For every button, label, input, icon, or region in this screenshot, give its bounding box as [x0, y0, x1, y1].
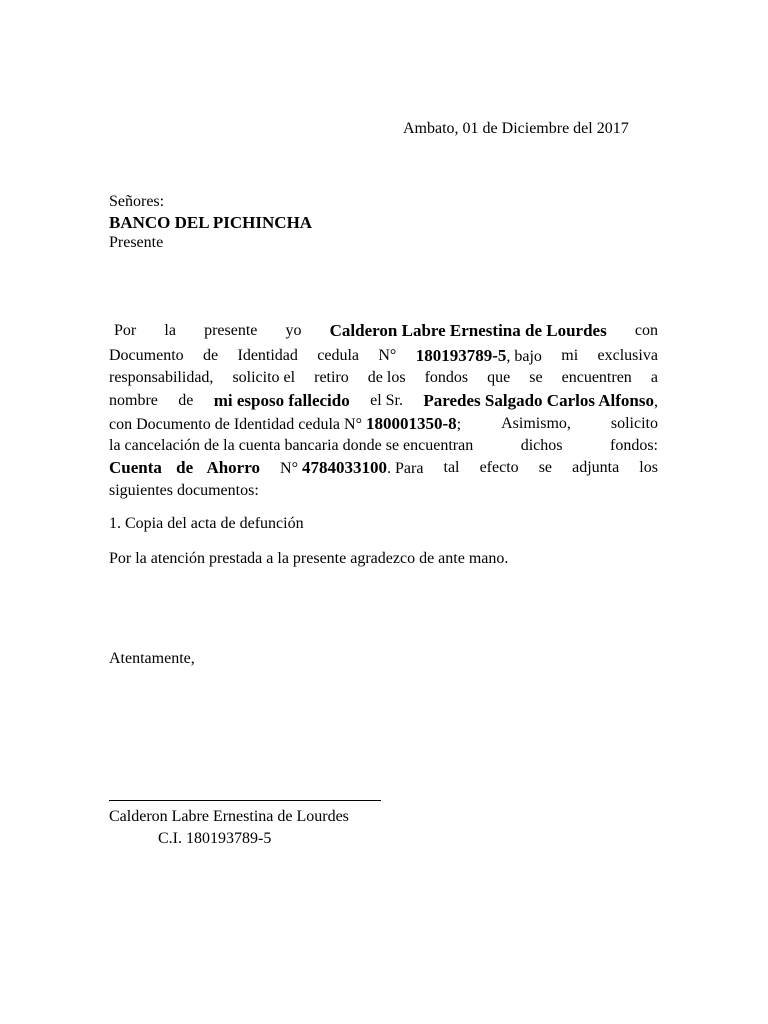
signature-line	[109, 800, 381, 801]
account-number: 4784033100	[302, 458, 387, 477]
body-line-8: siguientes documentos:	[109, 482, 259, 499]
relationship: mi esposo fallecido	[213, 391, 350, 410]
requester-id: 180193789-5	[415, 346, 507, 365]
letter-date: Ambato, 01 de Diciembre del 2017	[403, 120, 629, 137]
body-line-3: responsabilidad, solicito el retiro de los fondos que se encuentren a	[109, 369, 658, 386]
body-line-2: Documento de Identidad cedula N° 180193789-5, bajo mi exclusiva	[109, 346, 658, 365]
account-type: Cuenta de Ahorro	[109, 458, 260, 477]
requester-name: Calderon Labre Ernestina de Lourdes	[329, 321, 607, 340]
body-line-6: la cancelación de la cuenta bancaria donde se encuentran dichos fondos:	[109, 437, 658, 454]
body-line-1: Por la presente yo Calderon Labre Ernestina de Lourdes con	[114, 321, 658, 340]
body-line-5: con Documento de Identidad cedula N° 180001350-8; Asimismo, solicito	[109, 414, 658, 433]
signature-name: Calderon Labre Ernestina de Lourdes	[109, 808, 349, 825]
closing: Atentamente,	[109, 650, 195, 667]
deceased-id: 180001350-8	[365, 414, 457, 433]
body-line-4: nombre de mi esposo fallecido el Sr. Paredes Salgado Carlos Alfonso,	[109, 390, 658, 413]
deceased-name: Paredes Salgado Carlos Alfonso	[423, 391, 654, 410]
document-list-item: 1. Copia del acta de defunción	[109, 515, 304, 532]
presente-line: Presente	[109, 234, 164, 251]
body-line-7: Cuenta de Ahorro N° 4784033100. Para tal efecto se adjunta los	[109, 457, 658, 480]
bank-name: BANCO DEL PICHINCHA	[109, 213, 313, 232]
signature-id: C.I. 180193789-5	[158, 830, 272, 847]
salutation: Señores:	[109, 193, 165, 210]
thanks-line: Por la atención prestada a la presente agradezco de ante mano.	[109, 550, 509, 567]
